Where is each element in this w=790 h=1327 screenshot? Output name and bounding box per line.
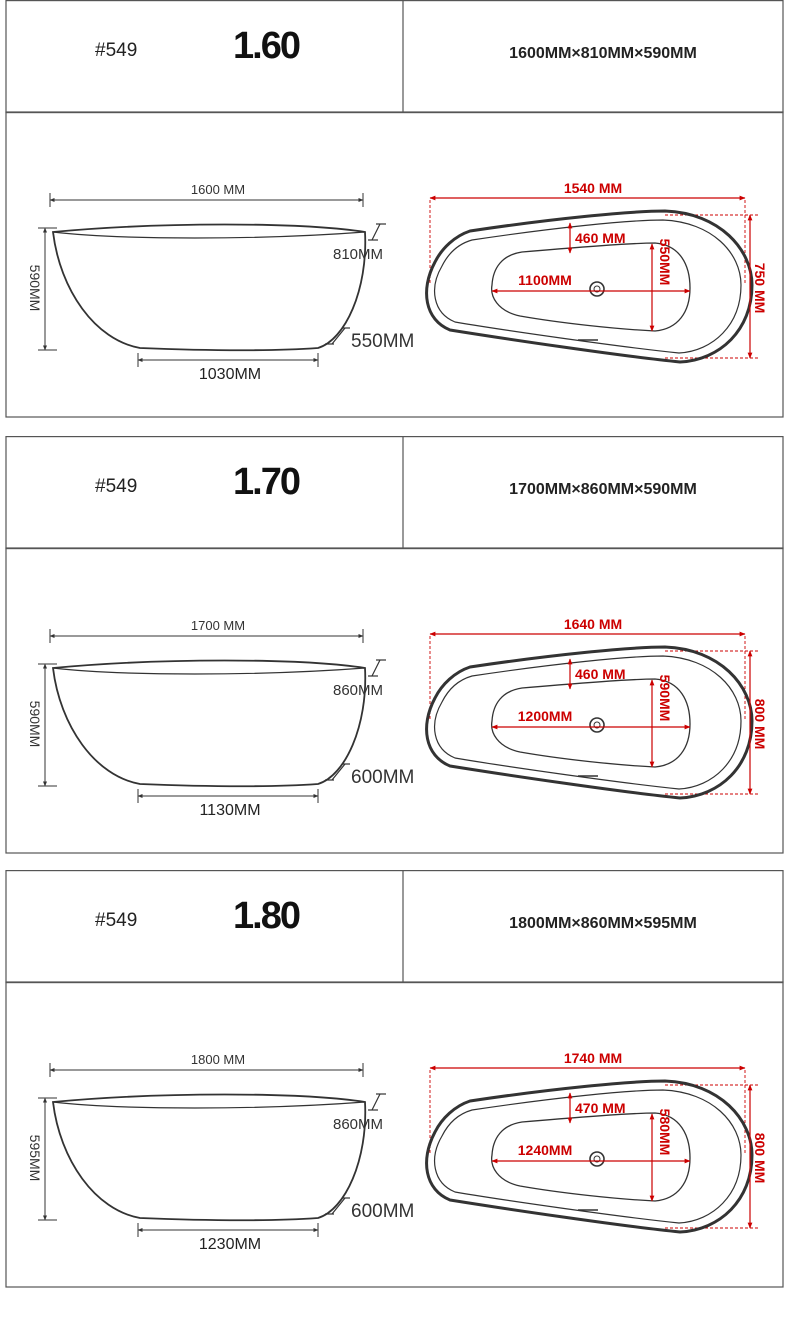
tub-rim-line — [53, 668, 365, 674]
side-view — [27, 1052, 414, 1253]
top-narrow-width-label: 470 MM — [575, 1100, 626, 1116]
top-outer-length-label: 1540 MM — [563, 180, 623, 196]
side-width-label: 860MM — [333, 682, 384, 699]
side-height-label: 590MM — [27, 264, 43, 312]
section-drawing — [0, 870, 790, 1290]
top-narrow-width-label: 460 MM — [575, 666, 626, 682]
top-narrow-width-label: 460 MM — [575, 230, 626, 246]
top-outer-length-label: 1740 MM — [563, 1050, 623, 1066]
side-length-label: 1700 MM — [190, 618, 246, 633]
side-depth-label: 550MM — [351, 331, 415, 352]
drain-icon — [590, 718, 604, 732]
tub-rim-line — [53, 1102, 365, 1108]
section-drawing — [0, 436, 790, 856]
size-label: 1.70 — [233, 461, 299, 503]
side-height-label: 595MM — [27, 1134, 43, 1182]
side-width-label: 860MM — [333, 1116, 384, 1133]
size-label: 1.80 — [233, 895, 299, 937]
top-inner-width-label: 590MM — [657, 674, 673, 722]
top-inner-length-label: 1240MM — [517, 1142, 573, 1158]
side-bottom-label: 1230MM — [198, 1236, 262, 1253]
side-length-label: 1800 MM — [190, 1052, 246, 1067]
top-view — [427, 180, 768, 362]
tub-side-outline — [53, 661, 365, 787]
section-drawing — [0, 0, 790, 420]
spec-section-1 — [0, 0, 790, 420]
drain-icon — [590, 1152, 604, 1166]
tub-side-outline — [53, 225, 365, 351]
top-inner-length-label: 1200MM — [517, 708, 573, 724]
spec-section-2 — [0, 436, 790, 856]
model-number: #549 — [95, 40, 138, 61]
tub-rim-line — [53, 232, 365, 238]
side-bottom-label: 1030MM — [198, 366, 262, 383]
top-view — [427, 616, 768, 798]
top-inner-length-label: 1100MM — [518, 272, 572, 288]
top-outer-width-label: 800 MM — [752, 698, 768, 750]
dimensions-label: 1700MM×860MM×590MM — [509, 481, 697, 498]
side-view — [27, 182, 414, 383]
side-length-label: 1600 MM — [190, 182, 246, 197]
top-outer-length-label: 1640 MM — [563, 616, 623, 632]
top-inner-width-label: 580MM — [657, 1108, 673, 1156]
side-width-label: 810MM — [333, 246, 384, 263]
top-inner-width-label: 550MM — [657, 238, 673, 286]
side-height-label: 590MM — [27, 700, 43, 748]
side-bottom-label: 1130MM — [199, 802, 261, 819]
spec-section-3 — [0, 870, 790, 1290]
model-number: #549 — [95, 476, 138, 497]
top-outer-width-label: 800 MM — [752, 1132, 768, 1184]
tub-side-outline — [53, 1095, 365, 1221]
side-view — [27, 618, 414, 819]
top-view — [427, 1050, 768, 1232]
size-label: 1.60 — [233, 25, 299, 67]
side-depth-label: 600MM — [351, 1201, 415, 1222]
dimensions-label: 1600MM×810MM×590MM — [509, 45, 697, 62]
side-depth-label: 600MM — [351, 767, 415, 788]
model-number: #549 — [95, 910, 138, 931]
dimensions-label: 1800MM×860MM×595MM — [509, 915, 697, 932]
top-outer-width-label: 750 MM — [752, 262, 768, 314]
drain-icon — [590, 282, 604, 296]
